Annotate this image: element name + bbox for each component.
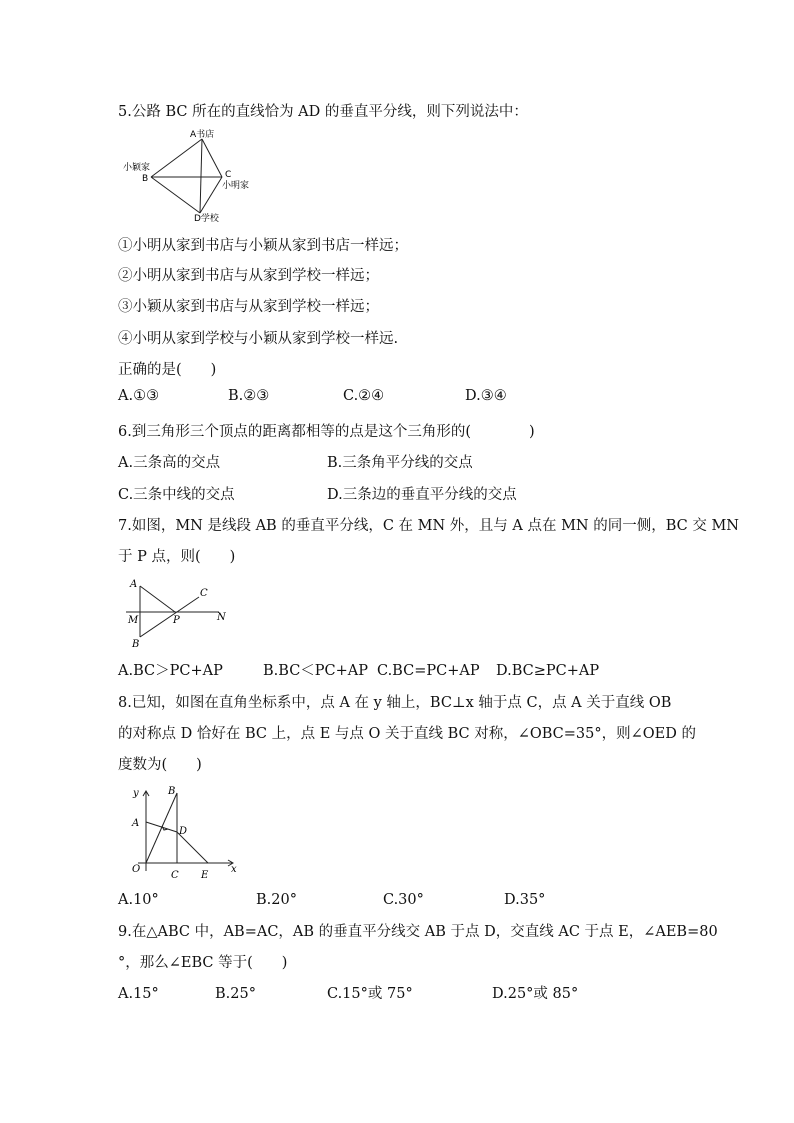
q5-option-b: B.②③ — [228, 388, 270, 404]
q9-option-a: A.15° — [118, 986, 159, 1002]
q9-option-d: D.25°或 85° — [492, 986, 579, 1002]
q7-seg-BC — [140, 597, 199, 637]
q6-option-a: A.三条高的交点 — [118, 455, 221, 471]
q5-stem: 5.公路 BC 所在的直线恰为 AD 的垂直平分线，则下列说法中： — [118, 104, 528, 120]
q8-label-x: x — [231, 864, 237, 875]
q5-statement-2: ②小明从家到书店与从家到学校一样远； — [118, 268, 379, 284]
q5-option-c: C.②④ — [343, 388, 385, 404]
q7-label-C: C — [200, 588, 208, 599]
q8-option-c: C.30° — [383, 892, 424, 908]
q6-option-c: C.三条中线的交点 — [118, 487, 235, 503]
q5-label-C-name: 小明家 — [222, 181, 250, 191]
q5-seg-AC — [202, 139, 222, 177]
q6-stem: 6.到三角形三个顶点的距离都相等的点是这个三角形的( ) — [118, 424, 535, 440]
q5-seg-AB — [151, 139, 202, 177]
q9-option-c: C.15°或 75° — [327, 986, 413, 1002]
q6-option-b: B.三条角平分线的交点 — [327, 455, 473, 471]
q8-option-d: D.35° — [504, 892, 546, 908]
q5-statement-1: ①小明从家到书店与小颖从家到书店一样远； — [118, 238, 408, 254]
q8-seg-AD — [146, 822, 177, 832]
q7-label-P: P — [173, 615, 180, 626]
q7-label-B: B — [132, 639, 140, 650]
q5-label-B-name: 小颖家 — [123, 163, 151, 173]
q5-label-D: D学校 — [194, 214, 219, 224]
q8-label-C: C — [171, 870, 179, 881]
q8-option-a: A.10° — [118, 892, 159, 908]
q7-label-N: N — [217, 612, 226, 623]
q7-option-d: D.BC≥PC+AP — [496, 663, 600, 679]
q7-label-M: M — [128, 615, 139, 626]
q8-stem-line2: 的对称点 D 恰好在 BC 上，点 E 与点 O 关于直线 BC 对称，∠OBC=35°，则∠OED 的 — [118, 726, 696, 742]
q8-option-b: B.20° — [256, 892, 297, 908]
q6-option-d: D.三条边的垂直平分线的交点 — [327, 487, 517, 503]
q9-stem-line1: 9.在△ABC 中，AB=AC，AB 的垂直平分线交 AB 于点 D，交直线 AC 于点 E，∠AEB=80 — [118, 924, 718, 940]
q8-label-E: E — [201, 870, 209, 881]
q9-stem-line2: °，那么∠EBC 等于( ) — [118, 955, 288, 971]
q7-stem-line2: 于 P 点，则( ) — [118, 549, 236, 565]
q5-label-C: C — [225, 170, 232, 180]
q8-label-A: A — [132, 818, 140, 829]
q5-seg-DB — [151, 177, 200, 213]
q8-stem-line1: 8.已知，如图在直角坐标系中，点 A 在 y 轴上，BC⊥x 轴于点 C，点 A 关于直线 OB — [118, 695, 672, 711]
q5-option-a: A.①③ — [118, 388, 160, 404]
q8-label-B: B — [168, 786, 176, 797]
q8-stem-line3: 度数为( ) — [118, 757, 202, 773]
q9-option-b: B.25° — [215, 986, 256, 1002]
q7-seg-AP — [140, 586, 175, 612]
q7-option-c: C.BC=PC+AP — [377, 663, 480, 679]
q5-option-d: D.③④ — [465, 388, 507, 404]
q7-stem-line1: 7.如图，MN 是线段 AB 的垂直平分线，C 在 MN 外，且与 A 点在 MN 的同一侧，BC 交 MN — [118, 518, 739, 534]
q8-label-y: y — [133, 788, 139, 799]
q5-seg-AD — [200, 139, 202, 213]
q8-label-D: D — [179, 826, 188, 837]
q8-seg-OB — [146, 793, 177, 863]
q5-label-A: A书店 — [190, 130, 215, 140]
q5-statement-3: ③小颖从家到书店与从家到学校一样远； — [118, 299, 379, 315]
q8-label-O: O — [132, 864, 141, 875]
q5-seg-DC — [200, 177, 222, 213]
q7-option-a: A.BC＞PC+AP — [118, 663, 223, 679]
q7-figure — [124, 577, 244, 652]
q8-figure — [120, 784, 250, 884]
q5-statement-4: ④小明从家到学校与小颖从家到学校一样远. — [118, 331, 399, 347]
q5-prompt: 正确的是( ) — [118, 362, 217, 378]
q5-label-B: B — [142, 174, 149, 184]
q5-figure — [118, 127, 258, 222]
q7-label-A: A — [130, 579, 138, 590]
q7-option-b: B.BC＜PC+AP — [263, 663, 369, 679]
